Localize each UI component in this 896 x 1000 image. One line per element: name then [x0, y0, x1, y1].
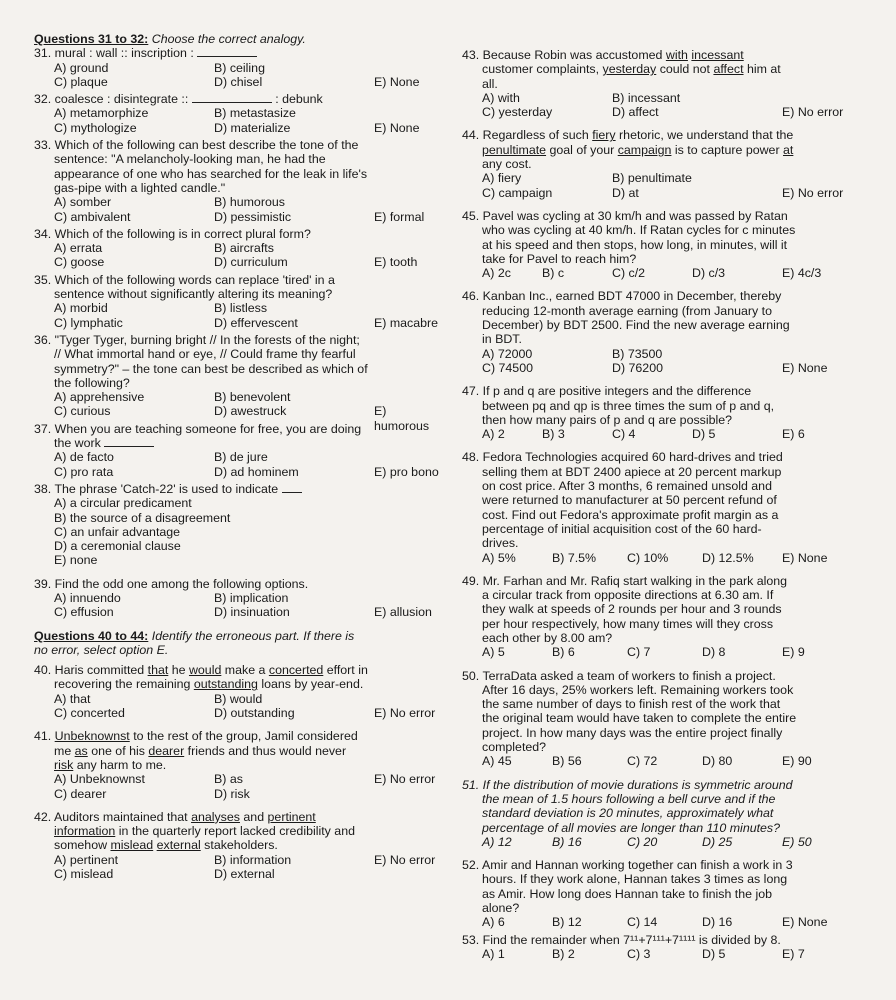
q33-stem-line: 33. Which of the following can best describe the tone of the [34, 138, 359, 153]
q32-option-b[interactable]: B) metastasize [214, 106, 296, 121]
q34-option-c[interactable]: C) goose [54, 255, 105, 270]
q38-option-b[interactable]: B) the source of a disagreement [54, 510, 231, 525]
q51-stem-line: 51. If the distribution of movie durations is symmetric around [462, 777, 793, 792]
section-instruction: no error, select option E. [34, 642, 169, 657]
q45-option-c[interactable]: C) c/2 [612, 266, 646, 281]
q46-option-a[interactable]: A) 72000 [482, 346, 533, 361]
q50-stem-line: After 16 days, 25% workers left. Remaining workers took [482, 682, 794, 697]
q44-option-e[interactable]: E) No error [782, 185, 844, 200]
q42-option-e[interactable]: E) No error [374, 852, 436, 867]
q49-stem-line: each other by 8.00 am? [482, 630, 613, 645]
q33-stem-line: appearance of one who has searched for the leak in life's [54, 166, 368, 181]
q51-stem-line: the mean of 1.5 hours following a bell curve and if the [482, 791, 776, 806]
q32-option-d[interactable]: D) materialize [214, 120, 291, 135]
q36-option-c[interactable]: C) curious [54, 404, 111, 419]
question-53 [462, 933, 880, 962]
q49-stem-line: a circular track from opposite directions at 6.30 am. If [482, 588, 774, 603]
section-instruction: Choose the correct analogy. [151, 32, 306, 46]
q40-option-e[interactable]: E) No error [374, 706, 436, 721]
question-49 [462, 574, 880, 660]
q37-option-b[interactable]: B) de jure [214, 450, 268, 465]
q44-option-a[interactable]: A) fiery [482, 171, 522, 186]
q50-option-b[interactable]: B) 56 [552, 754, 582, 769]
q49-stem-line: they walk at speeds of 2 rounds per hour and 3 rounds [482, 602, 782, 617]
q51-option-d[interactable]: D) 25 [702, 834, 733, 849]
q46-stem-line: in BDT. [482, 332, 522, 347]
q47-stem-line: 47. If p and q are positive integers and the difference [462, 384, 752, 399]
q45-option-d[interactable]: D) c/3 [692, 266, 726, 281]
q41-option-c[interactable]: C) dearer [54, 786, 107, 801]
q46-stem-line: December) by BDT 2500. Find the new average earning [482, 318, 790, 333]
q42-option-d[interactable]: D) external [214, 867, 275, 882]
q48-stem-line: selling them at BDT 2400 apiece at 20 percent markup [482, 464, 782, 479]
q43-option-d[interactable]: D) affect [612, 105, 659, 120]
q38-stem: 38. The phrase 'Catch-22' is used to indicate [34, 482, 444, 496]
q36-option-e[interactable]: E) humorous [374, 404, 430, 433]
q36-option-b[interactable]: B) benevolent [214, 390, 291, 405]
q48-stem-line: drives. [482, 536, 519, 551]
question-42 [34, 810, 444, 881]
q48-stem-line: cost. Find out Fedora's approximate profit margin as a [482, 507, 779, 522]
section-title: Questions 31 to 32: [34, 32, 149, 46]
q37-option-a[interactable]: A) de facto [54, 450, 114, 465]
q37-option-c[interactable]: C) pro rata [54, 464, 114, 479]
question-47 [462, 384, 880, 441]
q46-option-e[interactable]: E) None [782, 360, 828, 375]
q35-option-d[interactable]: D) effervescent [214, 315, 298, 330]
q48-option-e[interactable]: E) None [782, 550, 828, 565]
q52-stem-line: 52. Amir and Hannan working together can finish a work in 3 [462, 858, 793, 873]
q35-option-e[interactable]: E) macabre [374, 315, 439, 330]
question-33 [34, 138, 444, 224]
q52-option-c[interactable]: C) 14 [627, 915, 658, 930]
q48-option-c[interactable]: C) 10% [627, 550, 669, 565]
q38-option-d[interactable]: D) a ceremonial clause [54, 539, 181, 554]
q52-option-e[interactable]: E) None [782, 915, 828, 930]
section-title: Questions 40 to 44: [34, 628, 149, 643]
q36-option-a[interactable]: A) apprehensive [54, 390, 145, 405]
q40-option-c[interactable]: C) concerted [54, 706, 125, 721]
q46-stem-line: 46. Kanban Inc., earned BDT 47000 in December, thereby [462, 289, 782, 304]
q39-option-d[interactable]: D) insinuation [214, 605, 290, 620]
q35-option-b[interactable]: B) listless [214, 301, 268, 316]
q53-option-b[interactable]: B) 2 [552, 946, 575, 961]
q42-stem-line: information in the quarterly report lacked credibility and [54, 824, 355, 839]
question-41 [34, 729, 444, 800]
q46-option-c[interactable]: C) 74500 [482, 360, 533, 375]
question-31 [34, 46, 444, 89]
q40-stem-line: recovering the remaining outstanding loans by year-end. [54, 677, 364, 692]
q53-option-d[interactable]: D) 5 [702, 946, 726, 961]
q38-option-e[interactable]: E) none [54, 553, 98, 568]
q47-option-a[interactable]: A) 2 [482, 427, 505, 442]
q41-stem-line: me as one of his dearer friends and thus would never [54, 743, 347, 758]
q40-stem-line: 40. Haris committed that he would make a concerted effort in [34, 663, 368, 678]
q42-option-c[interactable]: C) mislead [54, 867, 114, 882]
q31-option-d[interactable]: D) chisel [214, 74, 263, 89]
q34-option-d[interactable]: D) curriculum [214, 255, 288, 270]
q41-stem-line: risk any harm to me. [54, 757, 167, 772]
q44-stem-line: penultimate goal of your campaign is to capture power at [482, 142, 794, 157]
q33-option-d[interactable]: D) pessimistic [214, 209, 292, 224]
q47-stem-line: then how many pairs of p and q are possible? [482, 412, 733, 427]
q43-stem-line: all. [482, 76, 498, 91]
q42-option-b[interactable]: B) information [214, 852, 292, 867]
q45-option-e[interactable]: E) 4c/3 [782, 266, 822, 281]
q31-option-b[interactable]: B) ceiling [214, 60, 265, 75]
q47-option-c[interactable]: C) 4 [612, 427, 636, 442]
q51-option-c[interactable]: C) 20 [627, 834, 658, 849]
q37-stem-line: 37. When you are teaching someone for free, you are doing [34, 421, 362, 436]
q42-option-a[interactable]: A) pertinent [54, 852, 119, 867]
q43-option-e[interactable]: E) No error [782, 105, 844, 120]
q50-stem-line: the same number of days to finish rest of the work that [482, 697, 781, 712]
q33-option-b[interactable]: B) humorous [214, 195, 285, 210]
answer-blank [197, 46, 257, 57]
q35-stem-line: sentence without significantly altering its meaning? [54, 287, 333, 302]
q45-option-a[interactable]: A) 2c [482, 266, 511, 281]
question-43 [462, 48, 880, 119]
q51-option-b[interactable]: B) 16 [552, 834, 582, 849]
q45-stem-line: at his speed and then stops, how long, in minutes, will it [482, 237, 788, 252]
question-35 [34, 273, 444, 330]
question-38 [34, 482, 444, 568]
q33-option-c[interactable]: C) ambivalent [54, 209, 131, 224]
q51-stem-line: standard deviation is 20 minutes, approximately what [482, 806, 774, 821]
q44-option-c[interactable]: C) campaign [482, 185, 553, 200]
q50-option-a[interactable]: A) 45 [482, 754, 512, 769]
q48-stem-line: 48. Fedora Technologies acquired 60 hard-drives and tried [462, 450, 783, 465]
q40-option-a[interactable]: A) that [54, 691, 91, 706]
q36-option-d[interactable]: D) awestruck [214, 404, 287, 419]
section-instruction: Identify the erroneous part. If there is [151, 628, 355, 643]
q42-stem-line: 42. Auditors maintained that analyses and pertinent [34, 809, 316, 824]
q52-option-b[interactable]: B) 12 [552, 915, 582, 930]
question-32 [34, 92, 444, 135]
section-31-32-heading [34, 32, 444, 46]
q46-option-d[interactable]: D) 76200 [612, 360, 663, 375]
q41-option-e[interactable]: E) No error [374, 772, 436, 787]
q49-option-d[interactable]: D) 8 [702, 645, 726, 660]
q31-stem: 31. mural : wall :: inscription : [34, 46, 444, 60]
q33-option-e[interactable]: E) formal [374, 209, 425, 224]
q48-option-d[interactable]: D) 12.5% [702, 550, 754, 565]
question-46 [462, 289, 880, 375]
q48-stem-line: were returned to manufacturer at 50 percent refund of [482, 493, 777, 508]
q52-stem-line: alone? [482, 901, 520, 916]
q33-option-a[interactable]: A) somber [54, 195, 112, 210]
q44-option-b[interactable]: B) penultimate [612, 171, 692, 186]
q41-option-b[interactable]: B) as [214, 772, 243, 787]
q42-stem-line: somehow mislead external stakeholders. [54, 838, 278, 853]
question-52 [462, 858, 880, 929]
q47-option-b[interactable]: B) 3 [542, 427, 565, 442]
q45-option-b[interactable]: B) c [542, 266, 565, 281]
q40-option-d[interactable]: D) outstanding [214, 706, 295, 721]
q47-stem-line: between pq and qp is three times the sum of p and q, [482, 398, 775, 413]
q41-option-d[interactable]: D) risk [214, 786, 250, 801]
q49-option-b[interactable]: B) 6 [552, 645, 575, 660]
q34-stem: 34. Which of the following is in correct plural form? [34, 226, 311, 241]
q50-stem-line: completed? [482, 740, 547, 755]
q35-option-a[interactable]: A) morbid [54, 301, 108, 316]
q49-stem-line: 49. Mr. Farhan and Mr. Rafiq start walking in the park along [462, 573, 788, 588]
q44-option-d[interactable]: D) at [612, 185, 639, 200]
q45-stem-line: 45. Pavel was cycling at 30 km/h and was passed by Ratan [462, 208, 788, 223]
q35-stem-line: 35. Which of the following words can replace 'tired' in a [34, 272, 335, 287]
question-40 [34, 663, 444, 720]
q36-stem-line: the following? [54, 375, 130, 390]
q31-option-e[interactable]: E) None [374, 74, 420, 89]
q39-option-b[interactable]: B) implication [214, 590, 289, 605]
q50-option-e[interactable]: E) 90 [782, 754, 812, 769]
q51-option-e[interactable]: E) 50 [782, 834, 812, 849]
q36-stem-line: // What immortal hand or eye, // Could frame thy fearful [54, 347, 356, 362]
question-45 [462, 209, 880, 280]
q37-option-d[interactable]: D) ad hominem [214, 464, 299, 479]
q43-option-b[interactable]: B) incessant [612, 90, 681, 105]
q34-option-a[interactable]: A) errata [54, 241, 103, 256]
question-39 [34, 577, 444, 620]
q32-stem: 32. coalesce : disintegrate :: : debunk [34, 92, 323, 107]
q48-stem-line: on cost price. After 3 months, 6 remained unsold and [482, 479, 772, 494]
q49-stem-line: per hour respectively, how many times will they cross [482, 616, 774, 631]
q32-option-e[interactable]: E) None [374, 120, 420, 135]
q31-option-a[interactable]: A) ground [54, 60, 109, 75]
question-48 [462, 450, 880, 564]
q34-option-b[interactable]: B) aircrafts [214, 241, 274, 256]
q49-option-a[interactable]: A) 5 [482, 645, 505, 660]
q52-stem-line: hours. If they work alone, Hannan takes 3 times as long [482, 872, 788, 887]
q31-option-c[interactable]: C) plaque [54, 74, 108, 89]
q34-option-e[interactable]: E) tooth [374, 255, 418, 270]
q43-stem-line: customer complaints, yesterday could not affect him at [482, 62, 781, 77]
q32-option-c[interactable]: C) mythologize [54, 120, 137, 135]
question-44 [462, 128, 880, 199]
q43-stem-line: 43. Because Robin was accustomed with incessant [462, 48, 744, 62]
q40-option-b[interactable]: B) would [214, 691, 263, 706]
q37-stem-line: the work [34, 436, 444, 450]
q36-stem-line: symmetry?" – the tone can best be described as which of [54, 361, 368, 376]
question-34 [34, 227, 444, 270]
q39-stem: 39. Find the odd one among the following options. [34, 576, 309, 591]
left-column [34, 32, 444, 884]
q49-option-e[interactable]: E) 9 [782, 645, 805, 660]
q44-stem-line: 44. Regardless of such fiery rhetoric, we understand that the [462, 128, 794, 143]
q36-stem-line: 36. "Tyger Tyger, burning bright // In the forests of the night; [34, 332, 360, 347]
q41-option-a[interactable]: A) Unbeknownst [54, 772, 145, 787]
q38-option-c[interactable]: C) an unfair advantage [54, 524, 181, 539]
q39-option-a[interactable]: A) innuendo [54, 590, 121, 605]
q45-stem-line: take for Pavel to reach him? [482, 251, 637, 266]
q44-stem-line: any cost. [482, 157, 532, 172]
q46-option-b[interactable]: B) 73500 [612, 346, 663, 361]
q32-option-a[interactable]: A) metamorphize [54, 106, 149, 121]
q50-stem-line: the original team would have taken to complete the entire [482, 711, 797, 726]
q48-option-a[interactable]: A) 5% [482, 550, 516, 565]
q43-option-c[interactable]: C) yesterday [482, 105, 553, 120]
q35-option-c[interactable]: C) lymphatic [54, 315, 123, 330]
q52-option-a[interactable]: A) 6 [482, 915, 505, 930]
q51-option-a[interactable]: A) 12 [482, 834, 512, 849]
q47-option-d[interactable]: D) 5 [692, 427, 716, 442]
q53-stem-line: 53. Find the remainder when 7¹¹+7¹¹¹+7¹¹¹¹ is divided by 8. [462, 932, 781, 947]
q43-option-a[interactable]: A) with [482, 90, 520, 105]
q50-stem-line: project. In how many days was the entire project finally [482, 725, 783, 740]
q48-stem-line: percentage of initial acquisition cost of the 60 hard- [482, 521, 762, 536]
right-column [462, 48, 880, 964]
q46-stem-line: reducing 12-month average earning (from January to [482, 303, 772, 318]
q53-option-e[interactable]: E) 7 [782, 946, 805, 961]
q33-stem-line: sentence: "A melancholy-looking man, he had the [54, 152, 326, 167]
question-50 [462, 669, 880, 769]
q33-stem-line: gas-pipe with a lighted candle." [54, 180, 226, 195]
q41-stem-line: 41. Unbeknownst to the rest of the group, Jamil considered [34, 729, 358, 744]
q50-option-c[interactable]: C) 72 [627, 754, 658, 769]
q48-option-b[interactable]: B) 7.5% [552, 550, 597, 565]
q38-option-a[interactable]: A) a circular predicament [54, 496, 192, 511]
section-40-44-heading [34, 629, 444, 643]
q51-stem-line: percentage of all movies are longer than 110 minutes? [482, 820, 781, 835]
q39-option-c[interactable]: C) effusion [54, 605, 114, 620]
q52-option-d[interactable]: D) 16 [702, 915, 733, 930]
q52-stem-line: as Amir. How long does Hannan take to finish the job [482, 886, 772, 901]
q45-stem-line: who was cycling at 40 km/h. If Ratan cycles for c minutes [482, 223, 796, 238]
q37-option-e[interactable]: E) pro bono [374, 464, 439, 479]
question-51 [462, 778, 880, 849]
q50-option-d[interactable]: D) 80 [702, 754, 733, 769]
q50-stem-line: 50. TerraData asked a team of workers to finish a project. [462, 668, 776, 683]
q53-option-c[interactable]: C) 3 [627, 946, 651, 961]
q49-option-c[interactable]: C) 7 [627, 645, 651, 660]
q53-option-a[interactable]: A) 1 [482, 946, 505, 961]
q39-option-e[interactable]: E) allusion [374, 605, 432, 620]
q47-option-e[interactable]: E) 6 [782, 427, 805, 442]
